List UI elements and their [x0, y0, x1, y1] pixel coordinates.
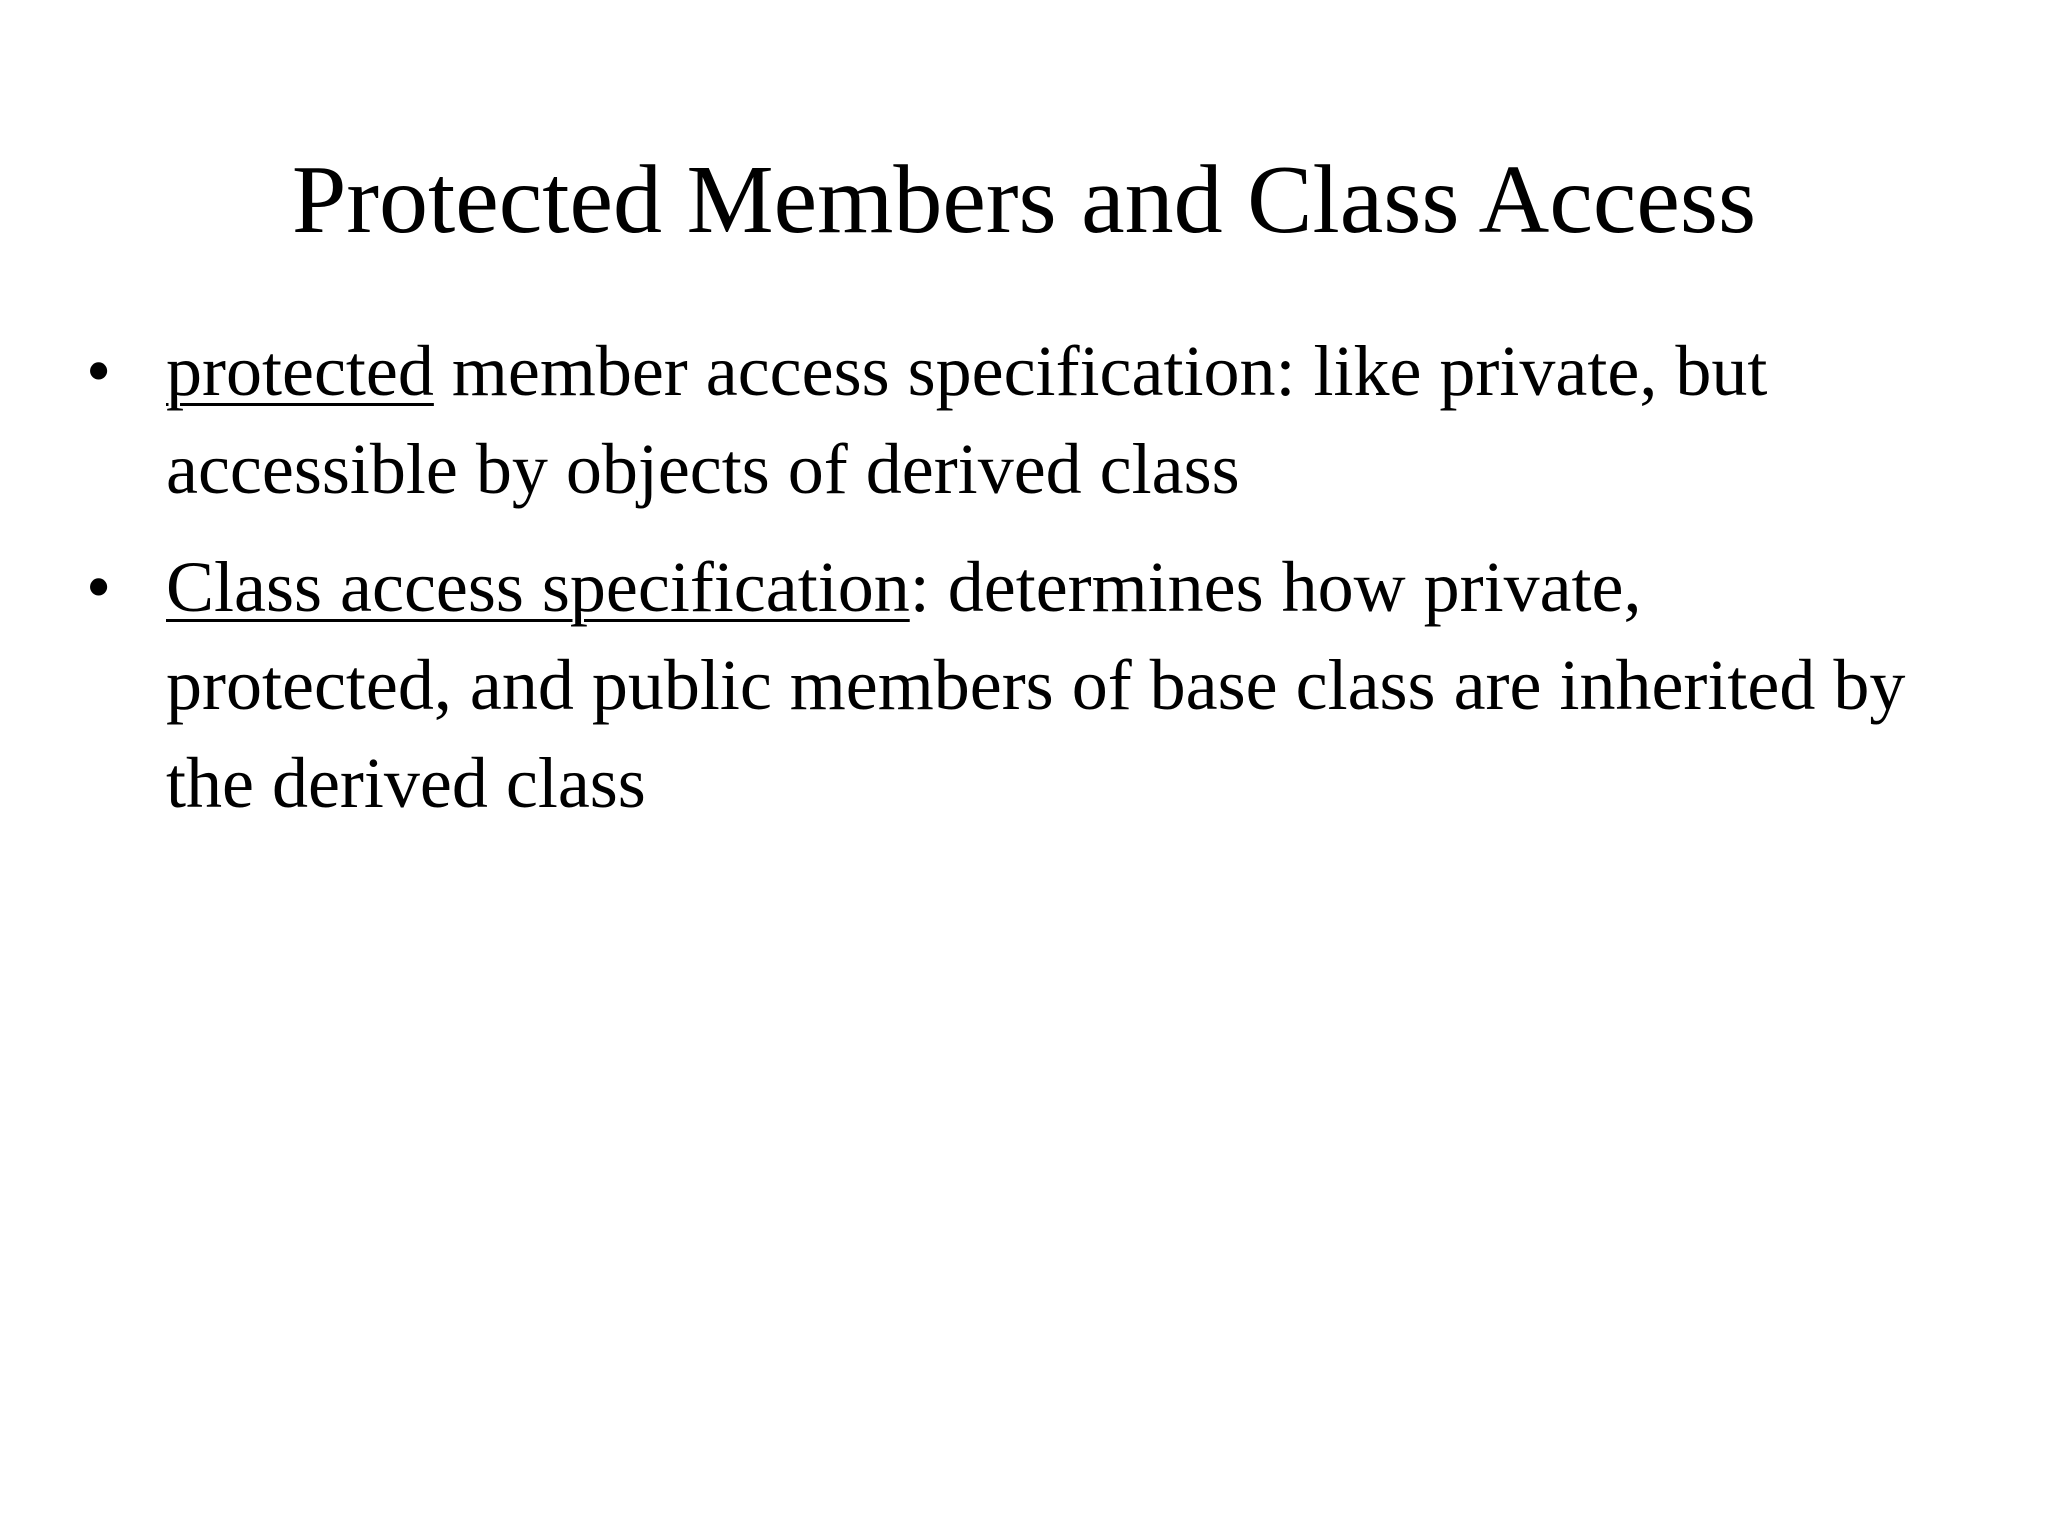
bullet-text-protected: member access specification: like private, but accessible by objects of derived class: [166, 331, 1768, 509]
bullet-icon: •: [86, 547, 112, 627]
bullet-term-protected: protected: [166, 331, 434, 411]
slide-title: Protected Members and Class Access: [291, 146, 1757, 254]
bullet-item-class-access: [0, 538, 1906, 832]
bullet-text-class-access: : determines how private, protected, and public members of base class are inherited by the derived class: [166, 547, 1906, 823]
bullet-list: [0, 322, 2048, 852]
bullet-item-protected: [0, 322, 1906, 518]
bullet-icon: •: [86, 331, 112, 411]
bullet-term-class-access: Class access specification: [166, 547, 910, 627]
